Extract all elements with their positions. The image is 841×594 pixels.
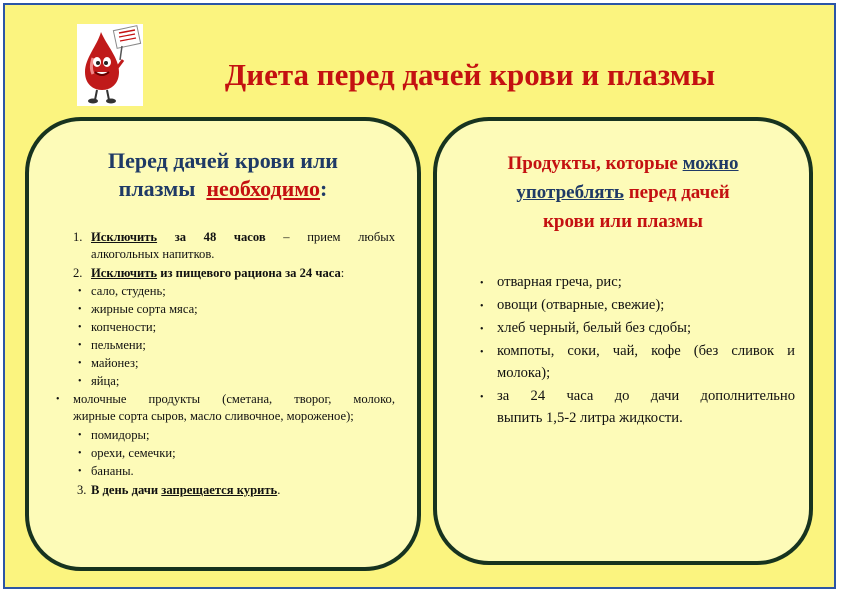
right-panel-allowed — [433, 117, 813, 565]
item3-period: . — [277, 483, 281, 497]
item1-text-cont: алкогольных напитков. — [91, 247, 215, 261]
page-title: Диета перед дачей крови и плазмы — [224, 57, 716, 92]
bullet-icon: • — [480, 392, 484, 403]
left-heading-colon: : — [320, 176, 328, 201]
bullet-icon: • — [78, 358, 82, 369]
item1-rest: – прием любых — [283, 230, 396, 244]
item2-text — [91, 265, 344, 282]
food-item: бананы. — [91, 464, 134, 478]
food-item: майонез; — [91, 356, 139, 370]
bullet-icon: • — [78, 340, 82, 351]
allowed-item: овощи (отварные, свежие); — [497, 297, 665, 313]
left-panel-list — [29, 121, 417, 567]
right-heading-part2: перед дачей — [628, 182, 730, 203]
bullet-icon: • — [480, 347, 484, 358]
allowed-item: хлеб черный, белый без сдобы; — [497, 320, 692, 336]
bullet-icon: • — [78, 304, 82, 315]
left-heading-word: плазмы — [118, 176, 196, 201]
food-item: помидоры; — [91, 428, 150, 442]
item2-mid: из пищевого рациона за 24 часа — [160, 266, 341, 280]
right-heading-line3: крови или плазмы — [542, 211, 704, 232]
item2-colon: : — [340, 266, 345, 280]
bullet-icon: • — [480, 324, 484, 335]
item1-strong: Исключить — [91, 230, 158, 244]
right-heading-can: можно — [682, 153, 739, 174]
item1-mid: за 48 часов — [174, 230, 266, 244]
food-item: пельмени; — [91, 338, 146, 352]
right-panel-list — [437, 121, 809, 561]
food-item: яйца; — [91, 374, 120, 388]
bullet-icon: • — [480, 301, 484, 312]
dairy-item-cont: жирные сорта сыров, масло сливочное, мороженое); — [73, 409, 354, 423]
food-item: сало, студень; — [91, 284, 166, 298]
allowed-item-cont: молока); — [497, 365, 551, 381]
item3-text — [91, 482, 280, 499]
bullet-icon: • — [78, 448, 82, 459]
food-item: жирные сорта мяса; — [91, 302, 198, 316]
item3-number: 3. — [77, 483, 87, 497]
bullet-icon: • — [78, 376, 82, 387]
bullet-icon: • — [78, 430, 82, 441]
bullet-icon: • — [78, 466, 82, 477]
allowed-item: отварная греча, рис; — [497, 274, 622, 290]
left-heading-required: необходимо — [206, 176, 321, 201]
food-item: орехи, семечки; — [91, 446, 176, 460]
item3-strong: В день дачи — [91, 483, 159, 497]
food-item: копчености; — [91, 320, 157, 334]
left-panel-required — [25, 117, 421, 571]
right-heading-consume: употреблять — [516, 182, 624, 203]
item3-no-smoking: запрещается курить — [161, 483, 278, 497]
item2-strong: Исключить — [91, 266, 158, 280]
bullet-icon: • — [56, 394, 60, 405]
bullet-icon: • — [480, 278, 484, 289]
allowed-item-cont: выпить 1,5-2 литра жидкости. — [497, 410, 683, 426]
item1-text — [91, 229, 395, 246]
left-heading-line1: Перед дачей крови или — [108, 148, 338, 173]
bullet-icon: • — [78, 322, 82, 333]
bullet-icon: • — [78, 286, 82, 297]
dairy-item: молочные продукты (сметана, творог, молоко, — [73, 392, 395, 406]
item2-number: 2. — [73, 266, 83, 280]
allowed-item: за 24 часа до дачи дополнительно — [497, 388, 795, 404]
blood-drop-mascot-logo — [77, 24, 143, 106]
right-heading-part: Продукты, которые — [507, 153, 678, 174]
item1-number: 1. — [73, 230, 83, 244]
blood-drop-mascot-icon — [77, 24, 143, 106]
page — [3, 3, 836, 589]
allowed-item: компоты, соки, чай, кофе (без сливок и — [497, 343, 795, 359]
